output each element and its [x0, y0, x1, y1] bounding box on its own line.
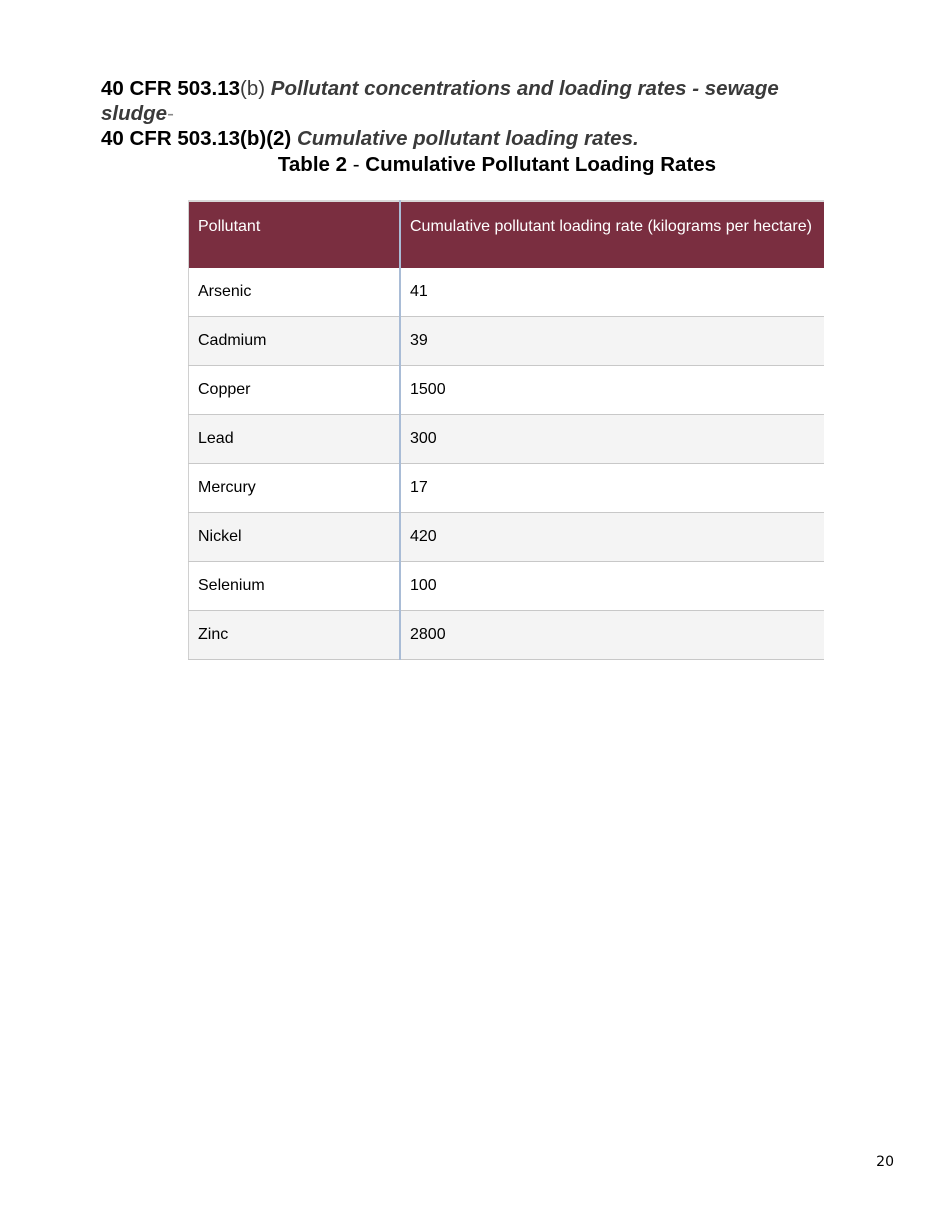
- section-title-continued: sludge: [101, 102, 168, 125]
- table-row: [189, 464, 825, 513]
- loading-rate-cell: 41: [400, 268, 824, 317]
- loading-rate-cell: 17: [400, 464, 824, 513]
- loading-rate-cell: 300: [400, 415, 824, 464]
- table-row: [189, 317, 825, 366]
- column-header-pollutant: Pollutant: [189, 201, 401, 268]
- pollutant-loading-table: [188, 200, 824, 660]
- section-title: Pollutant concentrations and loading rates - sewage: [270, 77, 779, 100]
- table-row: [189, 513, 825, 562]
- pollutant-cell: Arsenic: [189, 268, 401, 317]
- table-title-text: Cumulative Pollutant Loading Rates: [365, 153, 717, 176]
- cfr-subsection-reference: 40 CFR 503.13(b)(2): [101, 127, 292, 150]
- heading-line-2: [101, 126, 841, 151]
- deleted-mark: -: [167, 102, 174, 125]
- loading-rate-cell: 420: [400, 513, 824, 562]
- table-header-row: [189, 201, 825, 268]
- table-row: [189, 268, 825, 317]
- table-row: [189, 366, 825, 415]
- pollutant-cell: Nickel: [189, 513, 401, 562]
- column-header-loading-rate: Cumulative pollutant loading rate (kilograms per hectare): [400, 201, 824, 268]
- heading-line-1-continued: [101, 101, 841, 126]
- loading-rate-cell: 1500: [400, 366, 824, 415]
- loading-rate-cell: 2800: [400, 611, 824, 660]
- table-row: [189, 415, 825, 464]
- pollutant-cell: Zinc: [189, 611, 401, 660]
- table-title: [188, 152, 806, 177]
- pollutant-cell: Cadmium: [189, 317, 401, 366]
- pollutant-cell: Selenium: [189, 562, 401, 611]
- pollutant-cell: Mercury: [189, 464, 401, 513]
- heading-line-1: [101, 76, 841, 101]
- table-row: [189, 562, 825, 611]
- cfr-reference: 40 CFR 503.13: [101, 77, 241, 100]
- table-number: Table 2: [277, 153, 348, 176]
- regulation-heading: [101, 76, 841, 151]
- cfr-subsection: (b): [240, 77, 266, 100]
- loading-rate-cell: 100: [400, 562, 824, 611]
- subsection-title: Cumulative pollutant loading rates.: [296, 127, 639, 150]
- table-title-dash: -: [352, 153, 360, 176]
- page-number: 20: [876, 1154, 894, 1170]
- table-row: [189, 611, 825, 660]
- pollutant-cell: Lead: [189, 415, 401, 464]
- loading-rate-cell: 39: [400, 317, 824, 366]
- pollutant-cell: Copper: [189, 366, 401, 415]
